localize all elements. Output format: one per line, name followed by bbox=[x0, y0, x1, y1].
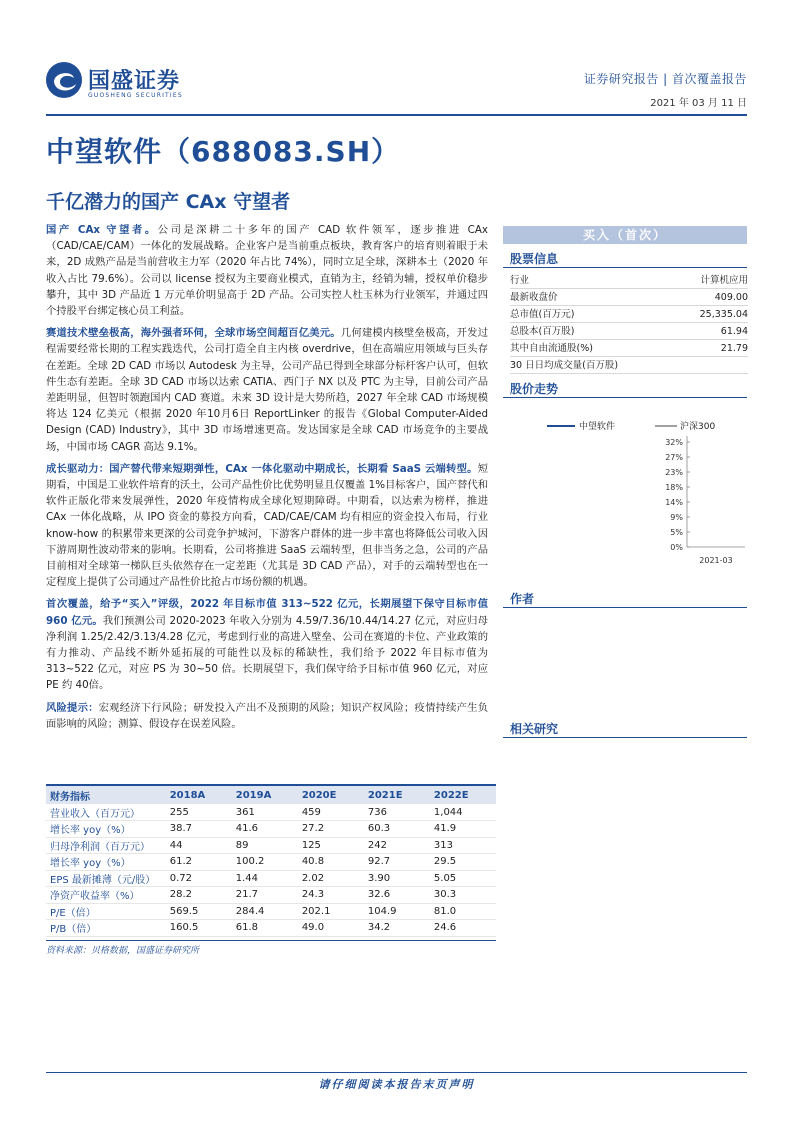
chart-y-tick: 23% bbox=[665, 468, 683, 477]
table-cell: 21.7 bbox=[232, 887, 298, 904]
table-row-label: P/B（倍） bbox=[46, 920, 166, 937]
table-cell: 28.2 bbox=[166, 887, 232, 904]
table-cell: 459 bbox=[298, 804, 364, 821]
chart-y-tick: 32% bbox=[665, 438, 683, 447]
stock-info-divider bbox=[503, 267, 747, 268]
stock-info-row: 30 日日均成交量(百万股) bbox=[510, 357, 748, 374]
paragraph-growth bbox=[46, 461, 488, 591]
table-bottom-rule bbox=[46, 940, 496, 941]
paragraph-lead: 赛道技术壁垒极高，海外强者环伺，全球市场空间超百亿美元。 bbox=[46, 327, 341, 340]
report-type: 证券研究报告 | 首次覆盖报告 bbox=[583, 72, 747, 86]
logo-swirl-icon bbox=[46, 62, 82, 98]
report-date: 2021 年 03 月 11 日 bbox=[650, 98, 747, 109]
paragraph-lead: 风险提示： bbox=[46, 701, 99, 714]
table-cell: 61.2 bbox=[166, 854, 232, 871]
table-cell: 81.0 bbox=[430, 903, 496, 920]
paragraph-lead: 首次覆盖，给予“买入”评级，2022 年目标市值 313~522 亿元，长期展望下保守目标市值 960 亿元。 bbox=[46, 598, 488, 627]
paragraph-text: 短期看，中国是工业软件培育的沃土，公司产品性价比优势明显且仅覆盖 1%目标客户，国产替代和软件正版化带来发展弹性，2020 年疫情构成全球化短期障碍。中期看，以达索为榜样，推进 CAx 一体化战略，从 IPO 资金的募投方向看，CAD/CAE/CAM 均有相应的资金投入布局，行业 know-how 的积累带来更深的公司竞争护城河，下游客户群体的进一步丰富也将降低公司收入因下游周期性波动带来的影响。长期看，公司将推进 SaaS 云端转型，但非当务之急，公司的产品目前相对全球第一梯队巨头依然存在一定差距（尤其是 3D CAD 产品），对手的云端转型也在一定程度上提供了公司通过产品性价比抢占市场份额的机遇。 bbox=[46, 462, 488, 589]
table-header: 2019A bbox=[232, 786, 298, 804]
stock-info-row: 总股本(百万股) 61.94 bbox=[510, 323, 748, 340]
chart-y-tick: 9% bbox=[670, 513, 683, 522]
financial-table bbox=[46, 786, 496, 937]
paragraph-track bbox=[46, 325, 488, 455]
table-cell: 60.3 bbox=[364, 821, 430, 838]
logo-subtext: GUOSHENG SECURITIES bbox=[88, 92, 183, 99]
table-row bbox=[46, 854, 496, 871]
table-cell: 41.9 bbox=[430, 821, 496, 838]
stock-info-row: 其中自由流通股(%) 21.79 bbox=[510, 340, 748, 357]
table-row bbox=[46, 920, 496, 937]
chart-y-axis bbox=[665, 438, 690, 552]
table-cell: 160.5 bbox=[166, 920, 232, 937]
table-row-label: EPS 最新摊薄（元/股） bbox=[46, 870, 166, 887]
logo-text: 国盛证券 bbox=[88, 69, 181, 94]
table-cell: 1,044 bbox=[430, 804, 496, 821]
table-cell: 5.05 bbox=[430, 870, 496, 887]
author-divider bbox=[503, 607, 747, 608]
paragraph-lead: 成长驱动力：国产替代带来短期弹性，CAx 一体化驱动中期成长，长期看 SaaS 云端转型。 bbox=[46, 462, 478, 475]
table-source: 资料来源：贝格数据，国盛证券研究所 bbox=[46, 946, 200, 956]
table-row-label: 增长率 yoy（%） bbox=[46, 821, 166, 838]
footer-divider bbox=[46, 1072, 747, 1073]
paragraph-text: 公司是深耕二十多年的国产 CAD 软件领军，逐步推进 CAx（CAD/CAE/CAM）一体化的发展战略。企业客户是当前重点板块，教育客户的培育则着眼于未来，2D 成熟产品是当前营收主力军（2020 年占比 74%），同时立足全球，深耕本土（2020 年收入占比 79.6%）。公司以 license 授权为主要商业模式，直销为主，经销为辅，授权单价稳步攀升，其中 3D 产品近 1 万元单价明显高于 2D 产品。公司实控人杜玉林为行业领军，并通过四个持股平台绑定核心员工利益。 bbox=[46, 224, 488, 318]
paragraph-lead: 国产 CAx 守望者。 bbox=[46, 224, 158, 236]
chart-y-tick: 5% bbox=[670, 528, 683, 537]
table-cell: 284.4 bbox=[232, 903, 298, 920]
table-cell: 29.5 bbox=[430, 854, 496, 871]
stock-info-heading: 股票信息 bbox=[510, 252, 559, 266]
table-cell: 255 bbox=[166, 804, 232, 821]
table-cell: 92.7 bbox=[364, 854, 430, 871]
table-row bbox=[46, 804, 496, 821]
table-cell: 202.1 bbox=[298, 903, 364, 920]
table-cell: 736 bbox=[364, 804, 430, 821]
table-row-label: 归母净利润（百万元） bbox=[46, 837, 166, 854]
page-title: 中望软件（688083.SH） bbox=[46, 135, 401, 168]
chart-y-tick: 14% bbox=[665, 498, 683, 507]
table-header-row bbox=[46, 786, 496, 804]
table-cell: 0.72 bbox=[166, 870, 232, 887]
table-cell: 24.3 bbox=[298, 887, 364, 904]
related-heading: 相关研究 bbox=[510, 722, 559, 736]
header-divider bbox=[46, 114, 747, 116]
table-cell: 41.6 bbox=[232, 821, 298, 838]
chart-y-tick: 0% bbox=[670, 543, 683, 552]
chart-y-tick: 27% bbox=[665, 453, 683, 462]
paragraph-summary bbox=[46, 222, 488, 319]
paragraph-text: 宏观经济下行风险；研发投入产出不及预期的风险；知识产权风险；疫情持续产生负面影响的风险；测算、假设存在误差风险。 bbox=[46, 701, 489, 730]
table-cell: 361 bbox=[232, 804, 298, 821]
report-body bbox=[46, 222, 488, 738]
footer-disclaimer: 请仔细阅读本报告末页声明 bbox=[318, 1078, 475, 1091]
table-cell: 125 bbox=[298, 837, 364, 854]
table-cell: 61.8 bbox=[232, 920, 298, 937]
table-cell: 38.7 bbox=[166, 821, 232, 838]
financial-table-body bbox=[46, 804, 496, 936]
table-cell: 1.44 bbox=[232, 870, 298, 887]
rating-badge: 买入（首次） bbox=[503, 226, 747, 244]
table-header: 财务指标 bbox=[46, 786, 166, 804]
table-cell: 27.2 bbox=[298, 821, 364, 838]
table-cell: 24.6 bbox=[430, 920, 496, 937]
chart-y-tick: 18% bbox=[665, 483, 683, 492]
table-row bbox=[46, 837, 496, 854]
table-row bbox=[46, 821, 496, 838]
table-cell: 44 bbox=[166, 837, 232, 854]
paragraph-text: 我们预测公司 2020-2023 年收入分别为 4.59/7.36/10.44/14.27 亿元，对应归母净利润 1.25/2.42/3.13/4.28 亿元，考虑到行业的高进入壁垒、公司在赛道的卡位、产业政策的有力推动、产品线不断外延拓展的可能性以及标的稀缺性，我们给予 2022 年目标市值为 313~522 亿元，对应 PS 为 30~50 倍。长期展望下，我们保守给予目标市值 960 亿元，对应 PE 约 40倍。 bbox=[46, 614, 488, 692]
table-cell: 313 bbox=[430, 837, 496, 854]
table-cell: 34.2 bbox=[364, 920, 430, 937]
stock-info-row: 行业 计算机应用 bbox=[510, 272, 748, 289]
table-row bbox=[46, 887, 496, 904]
table-cell: 104.9 bbox=[364, 903, 430, 920]
related-divider bbox=[503, 737, 747, 738]
table-cell: 100.2 bbox=[232, 854, 298, 871]
paragraph-rating bbox=[46, 596, 488, 693]
legend-label-zwsoft: 中望软件 bbox=[579, 422, 616, 432]
table-cell: 32.6 bbox=[364, 887, 430, 904]
stock-info-row: 总市值(百万元) 25,335.04 bbox=[510, 306, 748, 323]
table-cell: 3.90 bbox=[364, 870, 430, 887]
table-header: 2022E bbox=[430, 786, 496, 804]
table-header: 2021E bbox=[364, 786, 430, 804]
table-cell: 569.5 bbox=[166, 903, 232, 920]
table-row-label: 增长率 yoy（%） bbox=[46, 854, 166, 871]
paragraph-text: 几何建模内核壁垒极高，开发过程需要经常长期的工程实践迭代，公司打造全自主内核 overdrive，但在高端应用领域与巨头存在差距。全球 2D CAD 市场以 Autodesk 为主导，公司产品已得到全球部分标杆客户认可，但软件生态有差距。全球 3D CAD 市场以达索 CATIA、西门子 NX 以及 PTC 为主导，目前公司产品差距明显，但智时领跑国内 CAD 赛道。未来 3D 设计是大势所趋，2027 年全球 CAD 市场规模将达 124 亿美元（根据 2020 年10月6日 ReportLinker 的报告《Global Computer-Aided Design (CAD) Industry》，其中 3D 市场增速更高。发达国家是全球 CAD 市场竞争的主要战场，中国市场 CAGR 高达 9.1%。 bbox=[46, 327, 489, 453]
table-row bbox=[46, 870, 496, 887]
page-subtitle: 千亿潜力的国产 CAx 守望者 bbox=[46, 191, 291, 213]
stock-trend-heading: 股价走势 bbox=[510, 382, 559, 396]
table-row-label: 净资产收益率（%） bbox=[46, 887, 166, 904]
author-heading: 作者 bbox=[510, 592, 535, 606]
table-row-label: 营业收入（百万元） bbox=[46, 804, 166, 821]
legend-label-hs300: 沪深300 bbox=[680, 422, 716, 432]
table-row bbox=[46, 903, 496, 920]
table-header: 2018A bbox=[166, 786, 232, 804]
chart-x-tick: 2021-03 bbox=[699, 556, 733, 565]
stock-trend-divider bbox=[503, 397, 747, 398]
table-cell: 49.0 bbox=[298, 920, 364, 937]
stock-trend-chart bbox=[505, 412, 745, 574]
chart-legend bbox=[547, 420, 715, 432]
stock-info-row: 最新收盘价 409.00 bbox=[510, 289, 748, 306]
table-cell: 2.02 bbox=[298, 870, 364, 887]
table-cell: 40.8 bbox=[298, 854, 364, 871]
table-cell: 242 bbox=[364, 837, 430, 854]
table-row-label: P/E（倍） bbox=[46, 903, 166, 920]
paragraph-risk bbox=[46, 700, 488, 732]
table-cell: 30.3 bbox=[430, 887, 496, 904]
table-header: 2020E bbox=[298, 786, 364, 804]
table-cell: 89 bbox=[232, 837, 298, 854]
